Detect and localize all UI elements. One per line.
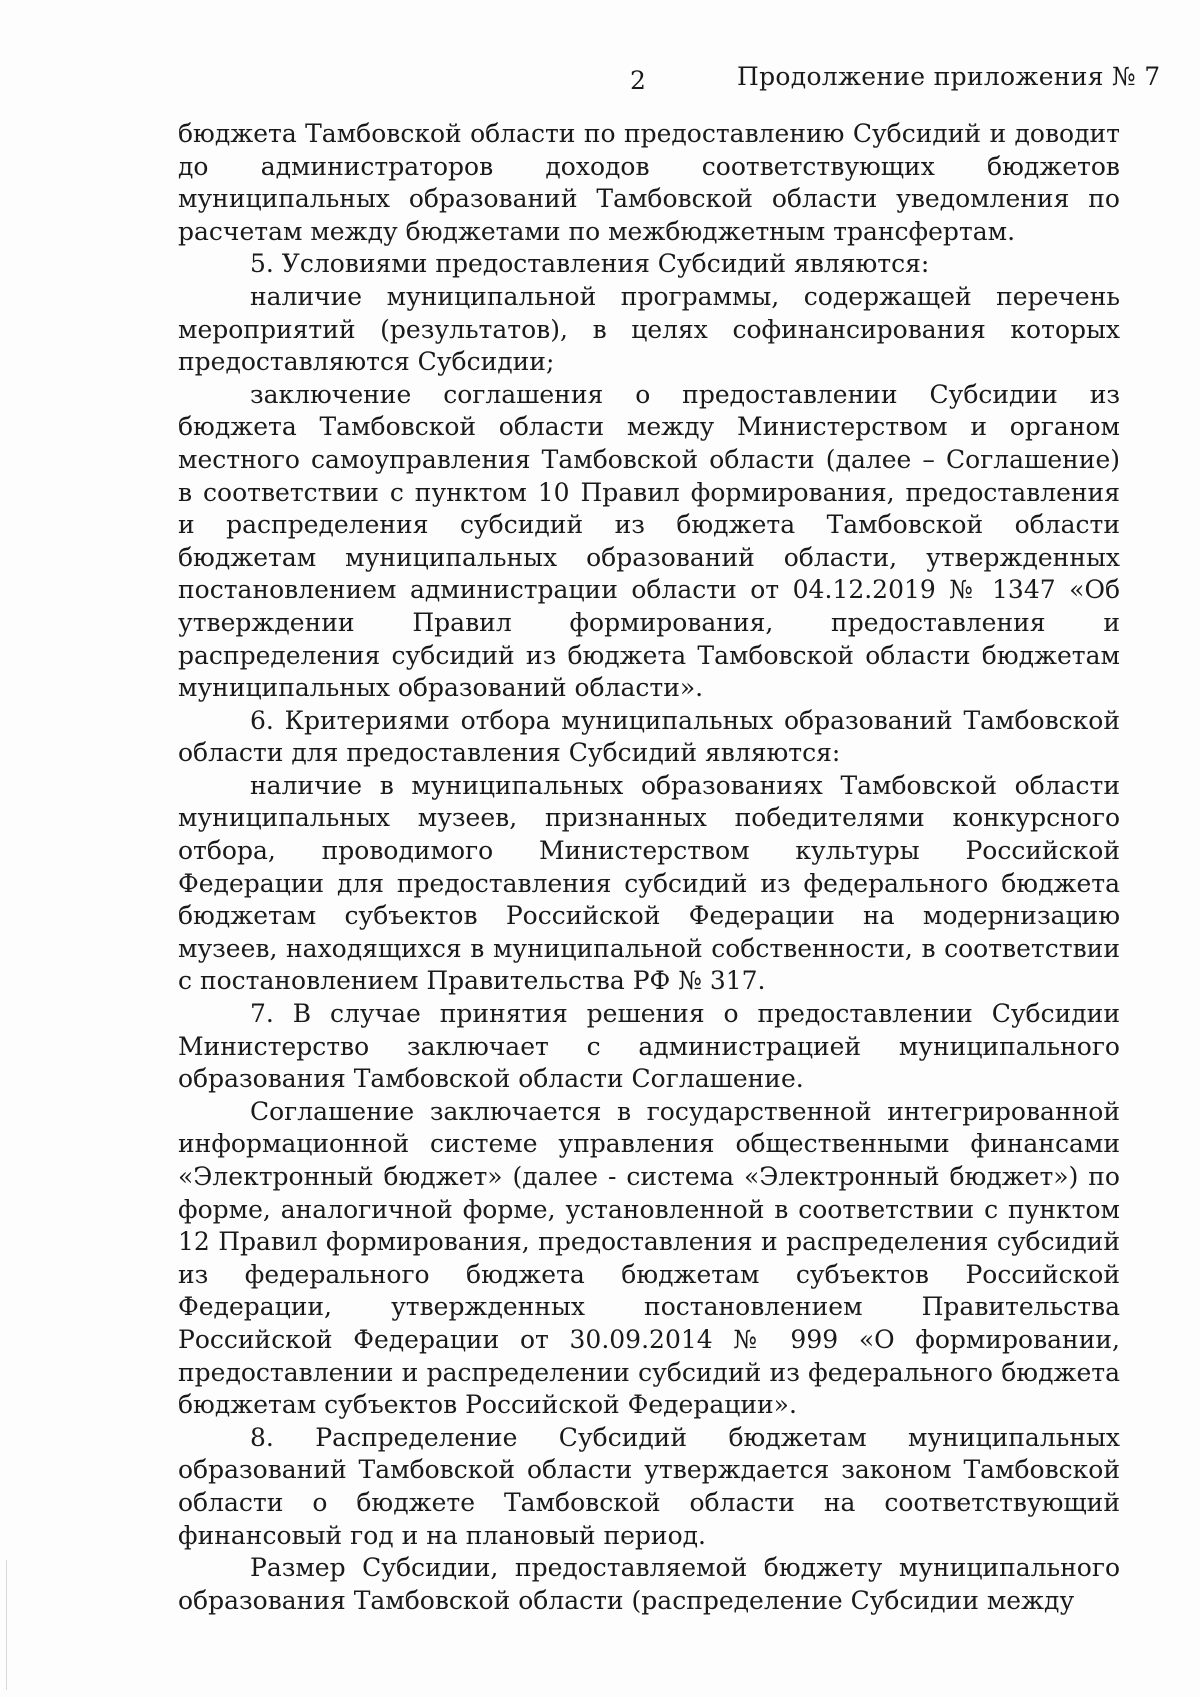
appendix-continuation-label: Продолжение приложения № 7 <box>737 62 1161 91</box>
paragraph: 5. Условиями предоставления Субсидий являются: <box>250 249 930 279</box>
paragraph: 7. В случае принятия решения о предоставлении Субсидии Министерство заключает с администрацией муниципального образования Тамбовской области Соглашение. <box>178 999 1120 1094</box>
paragraph: наличие муниципальной программы, содержащей перечень мероприятий (результатов), в целях софинансирования которых предоставляются Субсидии; <box>178 281 1120 377</box>
page-number: 2 <box>630 66 646 95</box>
scan-edge-line <box>6 1560 7 1690</box>
paragraph: бюджета Тамбовской области по предоставлению Субсидий и доводит до администраторов доходов соответствующих бюджетов муниципальных образований Тамбовской области уведомления по расчетам между бюджетами по межбюджетным трансфертам. <box>178 119 1120 246</box>
paragraph: 8. Распределение Субсидий бюджетам муниципальных образований Тамбовской области утверждается законом Тамбовской области о бюджете Тамбовской области на соответствующий финансовый год и на плановый период. <box>178 1422 1120 1550</box>
paragraph: Размер Субсидии, предоставляемой бюджету муниципального образования Тамбовской области (распределение Субсидии между <box>178 1553 1120 1615</box>
page-header <box>0 62 1200 102</box>
paragraph: заключение соглашения о предоставлении Субсидии из бюджета Тамбовской области между Министерством и органом местного самоуправления Тамбовской области (далее – Соглашение) в соответствии с пунктом 10 Правил формирования, предоставления и распределения субсидий из бюджета Тамбовской области бюджетам муниципальных образований области, утвержденных постановлением администрации области от 04.12.2019 № 1347 «Об утверждении Правил формирования, предоставления и распределения субсидий из бюджета Тамбовской области бюджетам муниципальных образований области». <box>178 379 1120 703</box>
paragraph: Соглашение заключается в государственной интегрированной информационной системе управления общественными финансами «Электронный бюджет» (далее - система «Электронный бюджет») по форме, аналогичной форме, установленной в соответствии с пунктом 12 Правил формирования, предоставления и распределения субсидий из федерального бюджета бюджетам субъектов Российской Федерации, утвержденных постановлением Правительства Российской Федерации от 30.09.2014 № 999 «О формировании, предоставлении и распределении субсидий из федерального бюджета бюджетам субъектов Российской Федерации». <box>178 1096 1120 1420</box>
document-body <box>178 118 1120 1617</box>
paragraph: 6. Критериями отбора муниципальных образований Тамбовской области для предоставления Субсидий являются: <box>178 705 1120 768</box>
paragraph: наличие в муниципальных образованиях Тамбовской области муниципальных музеев, признанных победителями конкурсного отбора, проводимого Министерством культуры Российской Федерации для предоставления субсидий из федерального бюджета бюджетам субъектов Российской Федерации на модернизацию музеев, находящихся в муниципальной собственности, в соответствии с постановлением Правительства РФ № 317. <box>178 770 1120 996</box>
